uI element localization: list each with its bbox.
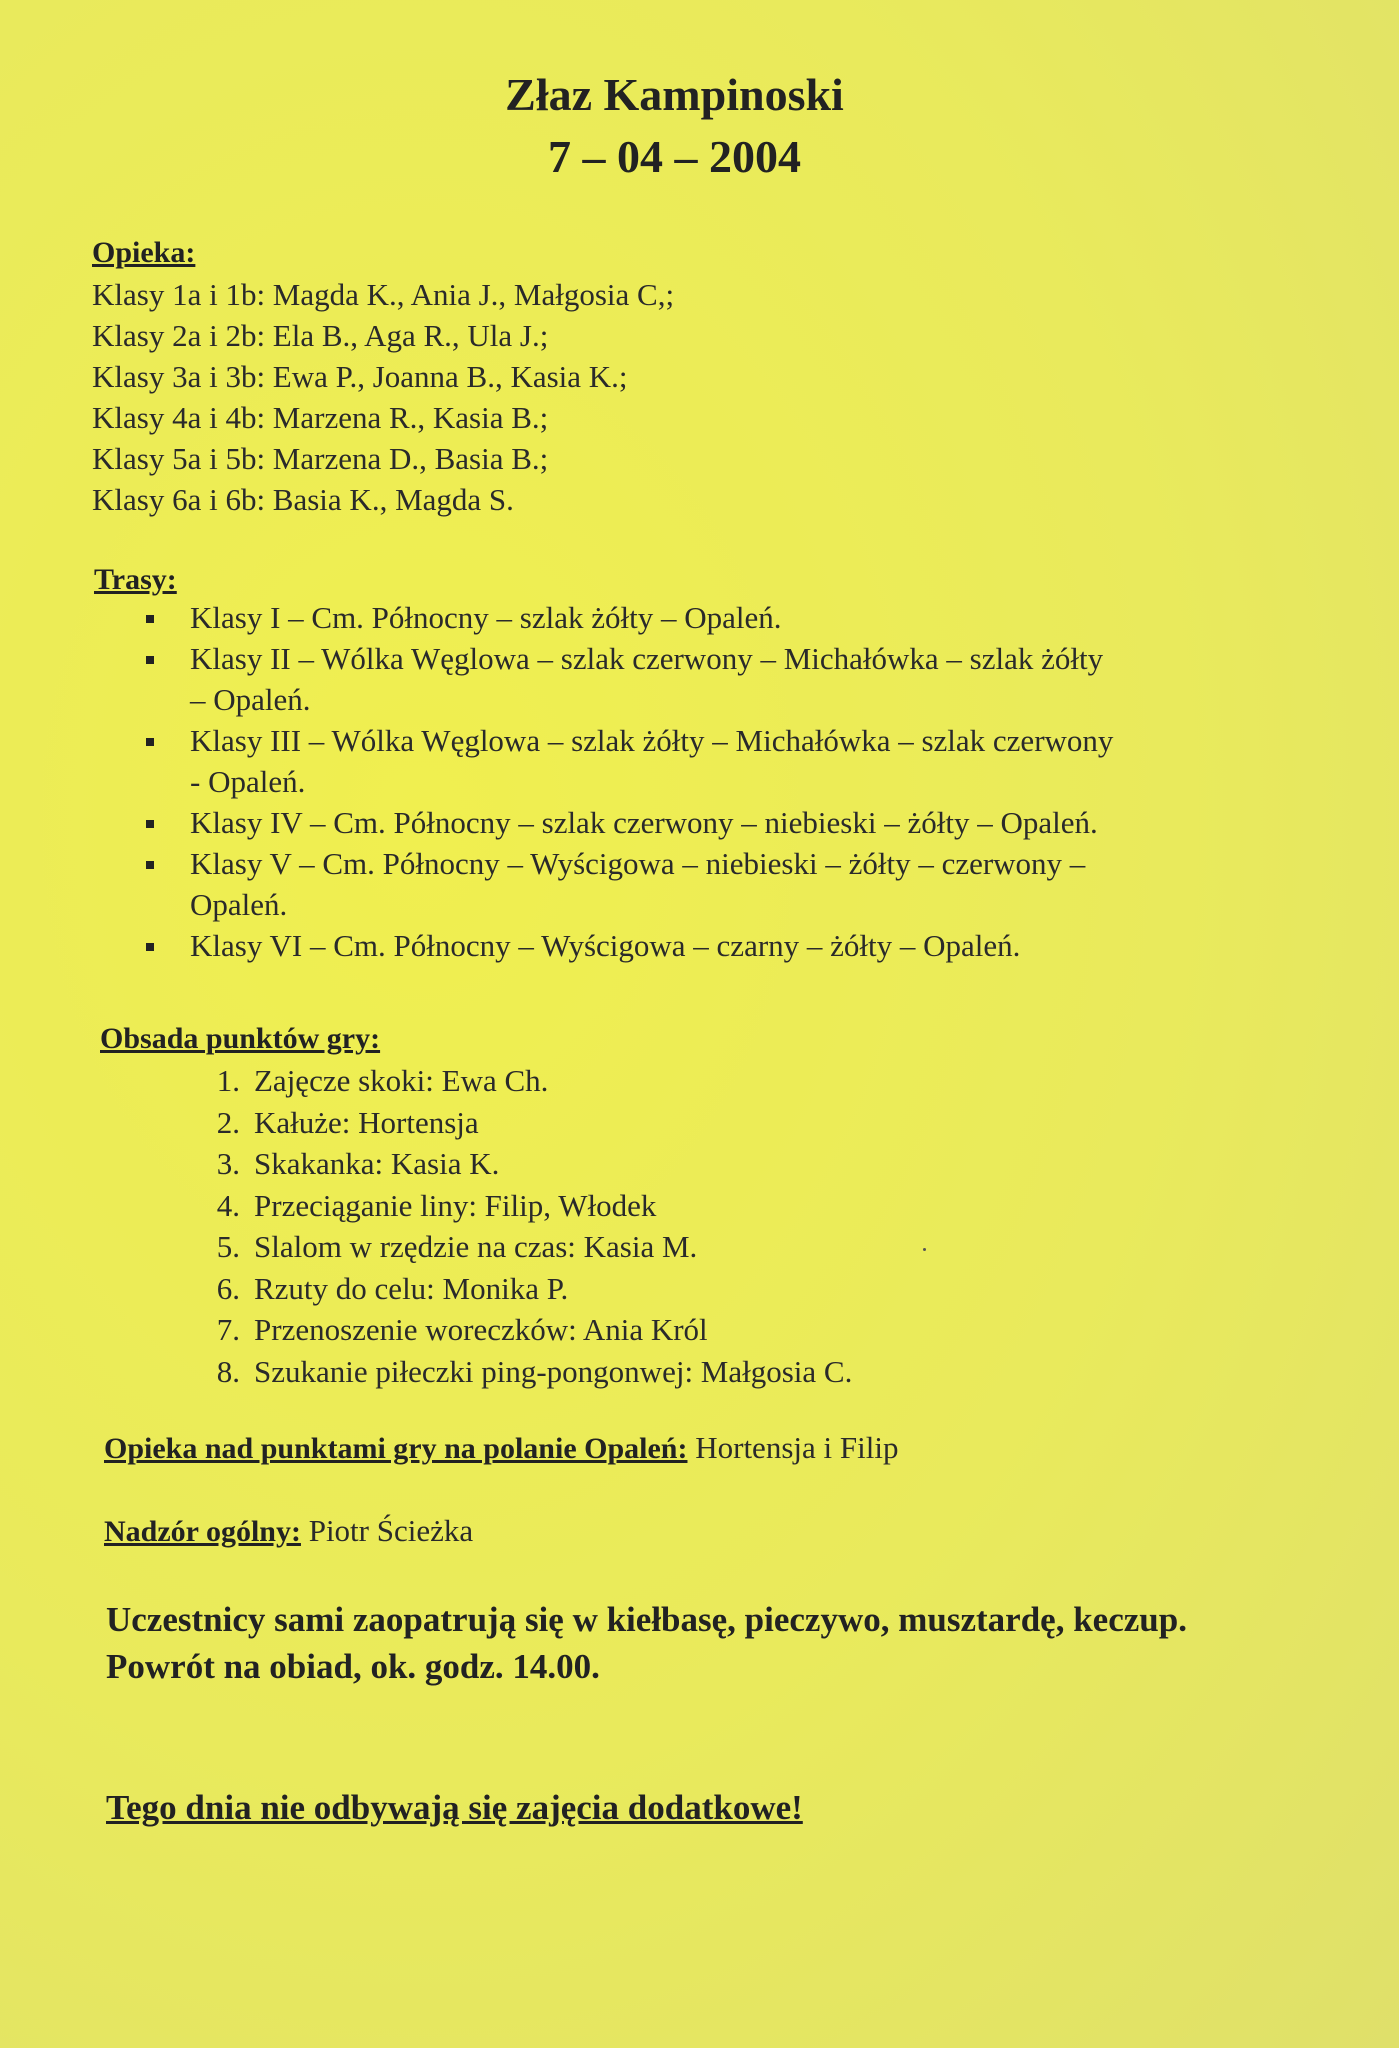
final-note: Tego dnia nie odbywają się zajęcia dodatkowe! <box>106 1788 803 1827</box>
nadzor-label: Nadzór ogólny: <box>104 1515 301 1548</box>
list-item <box>100 1226 852 1268</box>
nadzor-line <box>104 1513 473 1549</box>
item-number: 4. <box>216 1187 240 1223</box>
opieka-punkty-label: Opieka nad punktami gry na polanie Opaleń: <box>104 1432 688 1465</box>
trasa-line-continuation: Opaleń. <box>190 887 288 922</box>
list-item <box>100 1185 852 1227</box>
bullet-icon <box>146 738 154 746</box>
powrot-note: Powrót na obiad, ok. godz. 14.00. <box>106 1647 600 1686</box>
trasa-line: Klasy III – Wólka Węglowa – szlak żółty – Michałówka – szlak czerwony <box>190 723 1114 758</box>
document-date: 7 – 04 – 2004 <box>548 131 801 182</box>
stray-dot <box>923 1248 926 1251</box>
list-item <box>100 1351 852 1393</box>
item-number: 5. <box>216 1229 240 1264</box>
list-item <box>94 802 1340 843</box>
list-item <box>100 1102 852 1144</box>
trasa-line: Klasy II – Wólka Węglowa – szlak czerwony – Michałówka – szlak żółty <box>190 641 1104 676</box>
zaopatrzenie-note: Uczestnicy sami zaopatrują się w kiełbasę, pieczywo, musztardę, keczup. <box>106 1600 1187 1639</box>
item-text: Przenoszenie woreczków: Ania Król <box>254 1312 708 1347</box>
item-text: Przeciąganie liny: Filip, Włodek <box>254 1187 657 1223</box>
bullet-icon <box>146 656 154 664</box>
list-item <box>100 1143 852 1185</box>
opieka-punkty-line <box>104 1430 898 1466</box>
opieka-line: Klasy 3a i 3b: Ewa P., Joanna B., Kasia K.; <box>92 359 628 394</box>
uwagi-section <box>106 1596 1326 1690</box>
item-number: 7. <box>216 1312 240 1347</box>
list-item <box>94 720 1340 802</box>
trasa-line-continuation: – Opaleń. <box>190 682 311 717</box>
item-text: Zajęcze skoki: Ewa Ch. <box>254 1063 549 1098</box>
item-number: 6. <box>216 1270 240 1306</box>
opieka-punkty-value: Hortensja i Filip <box>687 1430 899 1465</box>
nadzor-value: Piotr Ścieżka <box>300 1513 474 1548</box>
trasa-line: Klasy I – Cm. Północny – szlak żółty – Opaleń. <box>190 600 782 635</box>
list-item <box>94 597 1340 638</box>
item-number: 3. <box>216 1146 240 1181</box>
obsada-heading: Obsada punktów gry: <box>100 1022 381 1055</box>
opieka-line: Klasy 1a i 1b: Magda K., Ania J., Małgosia C,; <box>92 277 675 312</box>
item-number: 1. <box>216 1063 240 1098</box>
item-text: Szukanie piłeczki ping-pongonwej: Małgosia C. <box>254 1353 853 1389</box>
document-title: Złaz Kampinoski <box>505 69 844 120</box>
opieka-heading: Opieka: <box>92 236 196 269</box>
list-item <box>94 925 1340 966</box>
opieka-line: Klasy 6a i 6b: Basia K., Magda S. <box>92 482 514 517</box>
header <box>0 64 1349 188</box>
opieka-section <box>92 236 674 520</box>
list-item <box>100 1268 852 1310</box>
list-item <box>94 843 1340 925</box>
item-text: Kałuże: Hortensja <box>254 1104 479 1140</box>
trasa-line: Klasy IV – Cm. Północny – szlak czerwony – niebieski – żółty – Opaleń. <box>190 805 1098 840</box>
bullet-icon <box>146 861 154 869</box>
item-text: Rzuty do celu: Monika P. <box>254 1270 569 1306</box>
opieka-line: Klasy 5a i 5b: Marzena D., Basia B.; <box>92 441 549 476</box>
bullet-icon <box>146 943 154 951</box>
obsada-list <box>100 1060 852 1392</box>
item-text: Slalom w rzędzie na czas: Kasia M. <box>254 1229 698 1264</box>
opieka-line: Klasy 2a i 2b: Ela B., Aga R., Ula J.; <box>92 318 549 353</box>
bullet-icon <box>146 615 154 623</box>
trasy-list <box>94 597 1340 966</box>
obsada-section <box>100 1022 852 1392</box>
trasy-heading: Trasy: <box>94 563 177 596</box>
bullet-icon <box>146 820 154 828</box>
list-item <box>94 638 1340 720</box>
item-number: 2. <box>216 1104 240 1140</box>
list-item <box>100 1060 852 1102</box>
opieka-line: Klasy 4a i 4b: Marzena R., Kasia B.; <box>92 400 549 435</box>
trasa-line-continuation: - Opaleń. <box>190 764 306 799</box>
list-item <box>100 1309 852 1351</box>
item-number: 8. <box>216 1353 240 1389</box>
item-text: Skakanka: Kasia K. <box>254 1146 500 1181</box>
trasa-line: Klasy VI – Cm. Północny – Wyścigowa – czarny – żółty – Opaleń. <box>190 928 1021 963</box>
trasa-line: Klasy V – Cm. Północny – Wyścigowa – niebieski – żółty – czerwony – <box>190 846 1086 881</box>
trasy-section <box>94 563 1340 966</box>
